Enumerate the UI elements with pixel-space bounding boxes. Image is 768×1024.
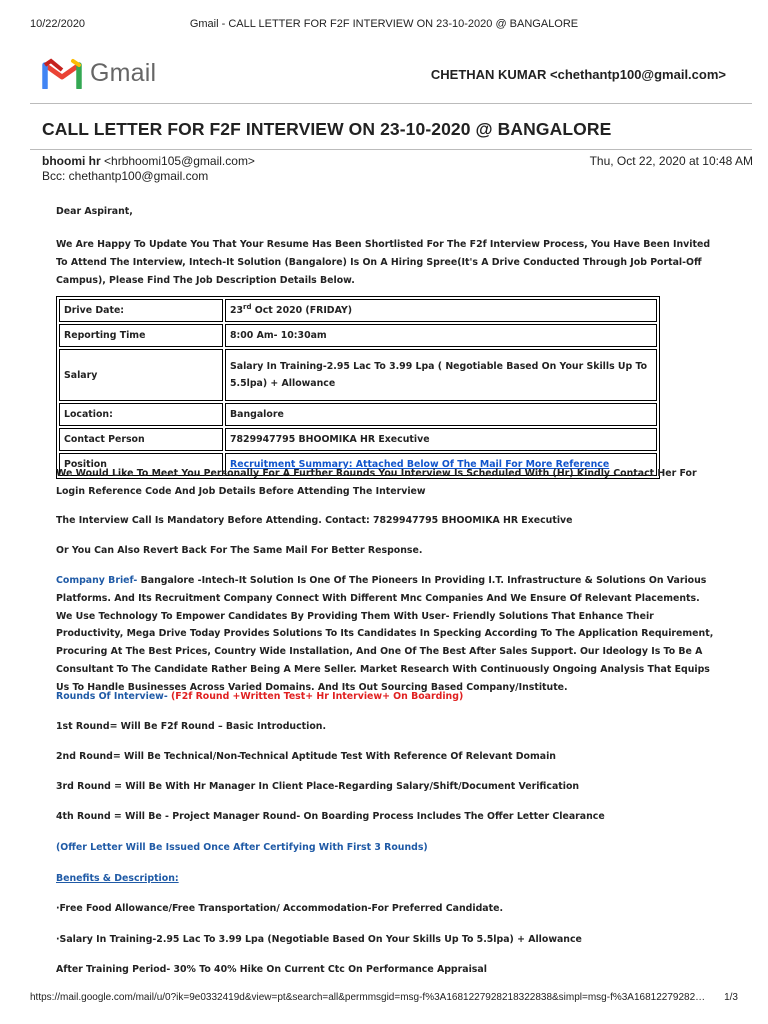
print-title: Gmail - CALL LETTER FOR F2F INTERVIEW ON 23-10-2020 @ BANGALORE [189,18,579,30]
greeting: Dear Aspirant, [56,206,133,217]
gmail-logo [42,57,156,89]
sender-email: <hrbhoomi105@gmail.com> [104,154,255,168]
divider [30,149,752,150]
salary-label: Salary [59,349,223,401]
benefit-2: ·Salary In Training-2.95 Lac To 3.99 Lpa (Negotiable Based On Your Skills Up To 5.5lpa) + Allowance [56,934,582,945]
location-value: Bangalore [225,403,657,426]
company-brief-paragraph [56,572,716,697]
table-row [59,299,657,322]
email-subject: CALL LETTER FOR F2F INTERVIEW ON 23-10-2020 @ BANGALORE [42,119,612,139]
round-1: 1st Round= Will Be F2f Round – Basic Introduction. [56,721,327,732]
bcc-line: Bcc: chethantp100@gmail.com [42,169,209,183]
location-label: Location: [59,403,223,426]
contact-value: 7829947795 BHOOMIKA HR Executive [225,428,657,451]
recruitment-summary-link[interactable]: Recruitment Summary: Attached Below Of The Mail For More Reference [230,459,610,470]
drive-date-rest: Oct 2020 (FRIDAY) [251,305,353,316]
table-row [59,428,657,451]
meet-paragraph: We Would Like To Meet You Personally For A Further Rounds You Interview Is Scheduled With (Hr) Kindly Contact Her For Login Reference Code And Job Details Before Attending The Interview [56,468,697,497]
account-name: CHETHAN KUMAR <chethantp100@gmail.com> [430,67,726,82]
round-3: 3rd Round = Will Be With Hr Manager In Client Place-Regarding Salary/Shift/Document Verification [56,781,580,792]
rounds-heading [56,688,716,706]
round-4: 4th Round = Will Be - Project Manager Round- On Boarding Process Includes The Offer Letter Clearance [56,811,605,822]
company-brief-label: Company Brief- [56,575,138,586]
drive-date-value [225,299,657,322]
benefit-3: After Training Period- 30% To 40% Hike On Current Ctc On Performance Appraisal [56,964,487,975]
divider [30,103,752,104]
mandatory-paragraph: The Interview Call Is Mandatory Before Attending. Contact: 7829947795 BHOOMIKA HR Executive [56,515,573,526]
benefits-heading: Benefits & Description: [56,873,179,884]
salary-value: Salary In Training-2.95 Lac To 3.99 Lpa ( Negotiable Based On Your Skills Up To 5.5lpa) + Allowance [225,349,657,401]
sender [42,154,255,168]
reporting-value: 8:00 Am- 10:30am [225,324,657,347]
contact-label: Contact Person [59,428,223,451]
drive-details-table [56,296,660,479]
sender-name: bhoomi hr [42,154,101,168]
page-number: 1/3 [724,992,738,1003]
offer-note: (Offer Letter Will Be Issued Once After Certifying With First 3 Rounds) [56,842,428,853]
table-row [59,324,657,347]
email-timestamp: Thu, Oct 22, 2020 at 10:48 AM [589,154,753,168]
intro-paragraph: We Are Happy To Update You That Your Resume Has Been Shortlisted For The F2f Interview Process, You Have Been Invited To Attend The Interview, Intech-It Solution (Bangalore) Is On A Hiring Spree(It's A Drive Conducted Through Job Portal-Off Campus), Please Find The Job Description Details Below. [56,239,711,286]
company-brief-text: Bangalore -Intech-It Solution Is One Of The Pioneers In Providing I.T. Infrastructure & Solutions On Various Platforms. And Its Recruitment Company Connect With Different Mnc Companies And We Ensure Of Relevant Placements. We Use Technology To Empower Candidates By Providing Them With User- Friendly Solutions That Enhance Their Productivity, Mega Drive Today Provides Solutions To Its Candidates In Specking According To The Application Requirement, Procuring At The Best Prices, Country Wide Installation, And One Of The Best After Sales Support. Our Ideology Is To Be A Consultant To The Candidate Rather Being A Mere Seller. Market Research With Continuously Ongoing Analysis That Equips Us To Handle Businesses Across Varied Domains. And Its Out Sourcing Based Company/Institute. [56,575,714,693]
drive-date-suffix: rd [243,302,252,311]
rounds-detail: (F2f Round +Written Test+ Hr Interview+ On Boarding) [167,691,464,702]
table-row [59,349,657,401]
round-2: 2nd Round= Will Be Technical/Non-Technical Aptitude Test With Reference Of Relevant Domain [56,751,556,762]
drive-date-day: 23 [230,305,244,316]
reporting-label: Reporting Time [59,324,223,347]
gmail-m-icon [42,57,82,89]
table-row [59,403,657,426]
rounds-label: Rounds Of Interview- [56,691,168,702]
position-label: Position [59,453,223,476]
revert-paragraph: Or You Can Also Revert Back For The Same Mail For Better Response. [56,545,423,556]
print-date: 10/22/2020 [30,18,86,30]
print-url: https://mail.google.com/mail/u/0?ik=9e0332419d&view=pt&search=all&permmsgid=msg-f%3A1681227928218322838&simpl=msg-f%3A16812279282… [30,992,706,1003]
drive-date-label: Drive Date: [59,299,223,322]
gmail-wordmark: Gmail [90,58,157,87]
benefit-1: ·Free Food Allowance/Free Transportation/ Accommodation-For Preferred Candidate. [56,903,504,914]
